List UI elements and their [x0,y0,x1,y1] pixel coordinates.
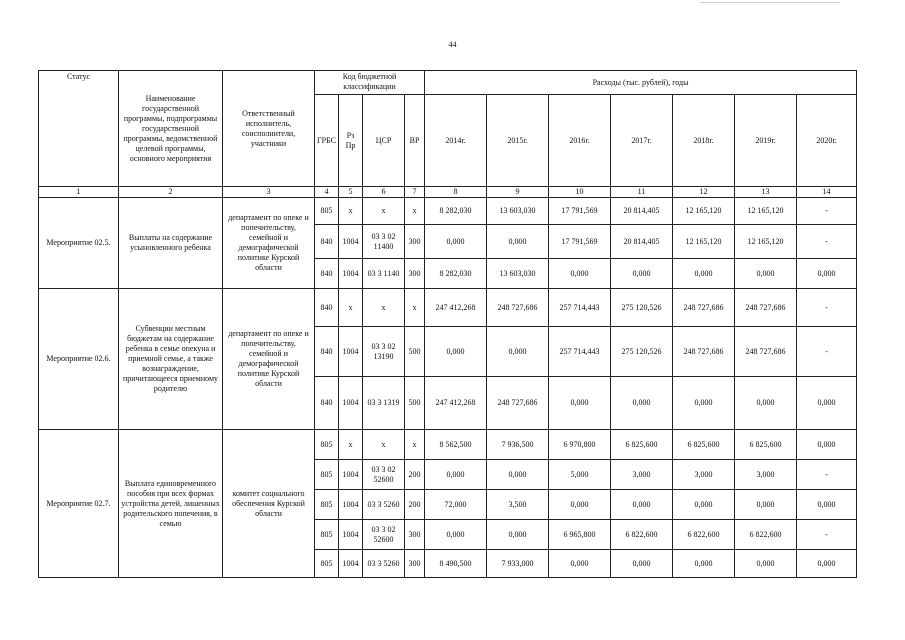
row-csr: 03 3 5260 [363,490,405,520]
row-grbs: 805 [315,198,339,225]
row-value: 6 822,600 [611,520,673,550]
header-grbs: ГРБС [315,95,339,187]
header-row-1 [39,71,857,95]
row-value: 0,000 [487,327,549,377]
row-value: 6 970,800 [549,430,611,460]
row-value: 275 120,526 [611,327,673,377]
header-year: 2015г. [487,95,549,187]
row-value: 0,000 [797,377,857,430]
row-csr: х [363,198,405,225]
row-csr: 03 3 1140 [363,259,405,289]
header-expenses-group: Расходы (тыс. рублей), годы [425,71,857,95]
row-value: 8 282,030 [425,198,487,225]
row-value: 247 412,268 [425,289,487,327]
row-value: 0,000 [611,377,673,430]
row-responsible: департамент по опеке и попечительству, семейной и демографической политике Курской области [223,289,315,430]
header-code-group: Код бюджетной классификации [315,71,425,95]
row-value: - [797,327,857,377]
row-value: - [797,460,857,490]
row-rzpr: 1004 [339,490,363,520]
row-value: 3,500 [487,490,549,520]
row-rzpr: 1004 [339,520,363,550]
page-number: 44 [448,40,457,49]
row-vr: х [405,430,425,460]
row-value: 0,000 [425,520,487,550]
row-grbs: 805 [315,490,339,520]
budget-table [38,70,857,578]
row-rzpr: 1004 [339,225,363,259]
row-value: 13 603,030 [487,198,549,225]
row-status: Мероприятие 02.5. [39,198,119,289]
row-vr: х [405,289,425,327]
row-value: 8 282,030 [425,259,487,289]
row-grbs: 840 [315,259,339,289]
row-csr: 03 3 02 52600 [363,520,405,550]
header-year: 2017г. [611,95,673,187]
header-status: Статус [39,71,119,187]
row-value: 0,000 [735,550,797,578]
table-row [39,198,857,225]
table-row [39,289,857,327]
row-value: 0,000 [673,377,735,430]
column-number: 1 [39,187,119,198]
row-vr: 200 [405,490,425,520]
row-value: 0,000 [611,550,673,578]
row-vr: х [405,198,425,225]
header-responsible: Ответственный исполнитель, соисполнители, участники [223,71,315,187]
row-value: 20 814,405 [611,198,673,225]
row-vr: 300 [405,520,425,550]
row-grbs: 840 [315,377,339,430]
row-value: 275 120,526 [611,289,673,327]
header-year: 2018г. [673,95,735,187]
row-value: 0,000 [673,550,735,578]
column-number: 2 [119,187,223,198]
row-value: 0,000 [487,225,549,259]
row-rzpr: 1004 [339,259,363,289]
row-value: 3,000 [735,460,797,490]
row-value: 0,000 [797,430,857,460]
row-value: 5,000 [549,460,611,490]
row-csr: 03 3 1319 [363,377,405,430]
row-rzpr: х [339,430,363,460]
row-name: Выплаты на содержание усыновленного ребенка [119,198,223,289]
column-number: 6 [363,187,405,198]
row-value: - [797,225,857,259]
row-name: Выплата единовременного пособия при всех формах устройства детей, лишенных родительского попечения, в семью [119,430,223,578]
scan-artifact-line [700,2,840,3]
row-value: 248 727,686 [487,377,549,430]
row-value: 8 490,500 [425,550,487,578]
row-value: 0,000 [797,259,857,289]
row-value: - [797,289,857,327]
row-value: 0,000 [735,377,797,430]
row-status: Мероприятие 02.6. [39,289,119,430]
row-status: Мероприятие 02.7. [39,430,119,578]
row-value: 248 727,686 [673,327,735,377]
row-value: - [797,520,857,550]
row-csr: 03 3 02 52600 [363,460,405,490]
row-value: 12 165,120 [673,225,735,259]
row-value: 0,000 [549,377,611,430]
row-value: 20 814,405 [611,225,673,259]
header-vr: ВР [405,95,425,187]
row-value: 3,000 [611,460,673,490]
row-value: 257 714,443 [549,327,611,377]
row-rzpr: х [339,289,363,327]
column-number: 9 [487,187,549,198]
column-number: 3 [223,187,315,198]
row-grbs: 805 [315,460,339,490]
header-name: Наименование государственной программы, подпрограммы государственной программы, ведомственной целевой программы, основного мероприятия [119,71,223,187]
row-value: 0,000 [487,520,549,550]
row-value: 6 825,600 [611,430,673,460]
column-number: 8 [425,187,487,198]
row-value: 0,000 [487,460,549,490]
row-vr: 500 [405,377,425,430]
row-value: 12 165,120 [673,198,735,225]
column-number: 5 [339,187,363,198]
row-name: Субвенции местным бюджетам на содержание ребенка в семье опекуна и приемной семье, а также вознаграждение, причитающееся приемному родителю [119,289,223,430]
row-value: 6 825,600 [673,430,735,460]
header-year: 2016г. [549,95,611,187]
row-grbs: 840 [315,225,339,259]
row-grbs: 840 [315,289,339,327]
row-value: 0,000 [425,327,487,377]
table-body [39,198,857,578]
row-csr: 03 3 02 13190 [363,327,405,377]
row-value: 247 412,268 [425,377,487,430]
header-year: 2020г. [797,95,857,187]
row-value: 0,000 [611,259,673,289]
row-vr: 200 [405,460,425,490]
row-value: 257 714,443 [549,289,611,327]
row-vr: 500 [405,327,425,377]
header-rzpr: Рз Пр [339,95,363,187]
row-grbs: 805 [315,430,339,460]
header-year: 2019г. [735,95,797,187]
row-vr: 300 [405,550,425,578]
row-grbs: 805 [315,520,339,550]
row-value: 0,000 [549,550,611,578]
column-number: 7 [405,187,425,198]
row-value: 0,000 [797,490,857,520]
column-number: 11 [611,187,673,198]
row-vr: 300 [405,259,425,289]
row-value: 0,000 [735,490,797,520]
table-row [39,430,857,460]
row-value: 248 727,686 [735,327,797,377]
row-value: 0,000 [425,460,487,490]
column-number: 12 [673,187,735,198]
row-value: 0,000 [797,550,857,578]
row-csr: 03 3 5260 [363,550,405,578]
row-value: 8 562,500 [425,430,487,460]
row-value: 12 165,120 [735,198,797,225]
row-value: 12 165,120 [735,225,797,259]
row-responsible: департамент по опеке и попечительству, семейной и демографической политике Курской области [223,198,315,289]
row-grbs: 840 [315,327,339,377]
row-value: 0,000 [611,490,673,520]
row-value: 17 791,569 [549,225,611,259]
column-number: 4 [315,187,339,198]
row-value: 7 936,500 [487,430,549,460]
row-value: 6 822,600 [735,520,797,550]
row-value: - [797,198,857,225]
row-responsible: комитет социального обеспечения Курской области [223,430,315,578]
column-number: 14 [797,187,857,198]
row-value: 13 603,030 [487,259,549,289]
header-year: 2014г. [425,95,487,187]
row-value: 0,000 [735,259,797,289]
column-number: 13 [735,187,797,198]
row-value: 0,000 [549,490,611,520]
header-csr: ЦСР [363,95,405,187]
row-value: 248 727,686 [735,289,797,327]
row-value: 0,000 [673,259,735,289]
row-rzpr: 1004 [339,377,363,430]
row-csr: 03 3 02 11400 [363,225,405,259]
column-number: 10 [549,187,611,198]
row-value: 0,000 [673,490,735,520]
row-rzpr: 1004 [339,550,363,578]
row-value: 3,000 [673,460,735,490]
row-value: 248 727,686 [487,289,549,327]
row-value: 0,000 [425,225,487,259]
row-csr: х [363,289,405,327]
row-value: 7 933,000 [487,550,549,578]
row-value: 248 727,686 [673,289,735,327]
row-rzpr: 1004 [339,327,363,377]
row-value: 0,000 [549,259,611,289]
row-rzpr: х [339,198,363,225]
column-number-row [39,187,857,198]
row-grbs: 805 [315,550,339,578]
row-csr: х [363,430,405,460]
row-value: 72,000 [425,490,487,520]
row-value: 17 791,569 [549,198,611,225]
row-value: 6 825,600 [735,430,797,460]
row-rzpr: 1004 [339,460,363,490]
row-value: 6 822,600 [673,520,735,550]
row-value: 6 965,800 [549,520,611,550]
row-vr: 300 [405,225,425,259]
